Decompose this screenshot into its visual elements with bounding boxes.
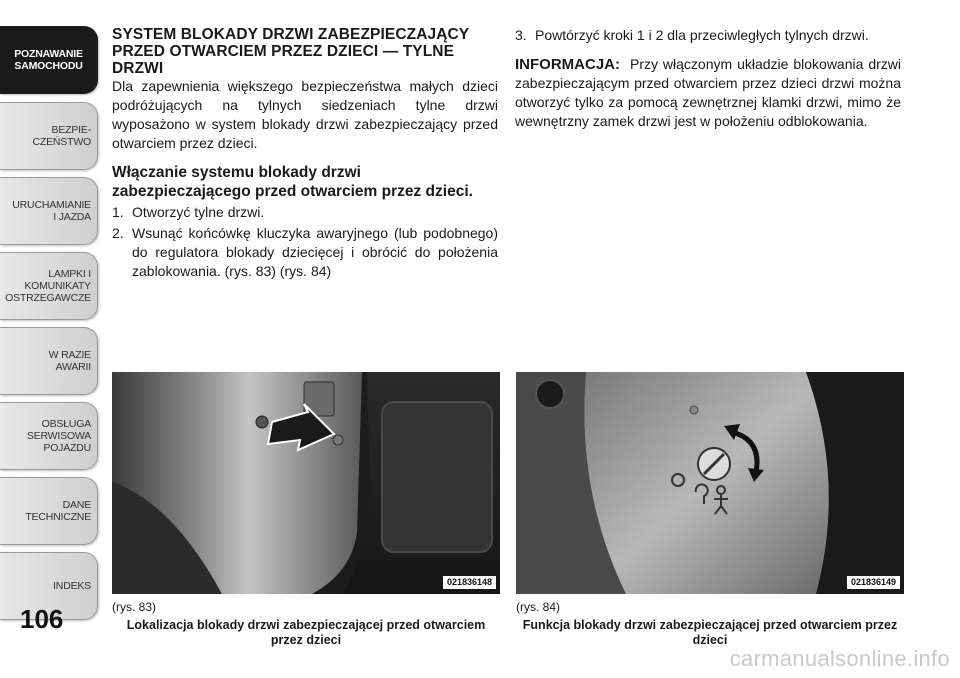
- step-item: [515, 26, 901, 45]
- tab-uruchamianie-i-jazda[interactable]: URUCHAMIANIE I JAZDA: [0, 177, 98, 245]
- step-number: 1.: [112, 204, 124, 220]
- step-text: Wsunąć końcówkę kluczyka awaryjnego (lub podobnego) do regulatora blokady dziecięcej i obrócić do położenia zablokowania. (rys. 83) (rys. 84): [132, 225, 498, 279]
- tab-lampki-komunikaty[interactable]: LAMPKI I KOMUNIKATY OSTRZEGAWCZE: [0, 252, 98, 320]
- info-note: [515, 55, 901, 131]
- info-label: INFORMACJA:: [515, 56, 620, 73]
- child-lock-illustration: [516, 372, 904, 594]
- figure-83-reference: (rys. 83): [112, 600, 157, 614]
- procedure-subheading: Włączanie systemu blokady drzwi zabezpieczającego przed otwarciem przez dzieci.: [112, 164, 473, 200]
- tab-dane-techniczne[interactable]: DANE TECHNICZNE: [0, 477, 98, 545]
- page-number: 106: [20, 604, 64, 634]
- tab-indeks[interactable]: INDEKS: [0, 552, 98, 620]
- tab-poznawanie-samochodu[interactable]: POZNAWANIE SAMOCHODU: [0, 26, 98, 94]
- figure-code: 021836148: [443, 576, 496, 589]
- step-item: [112, 203, 498, 222]
- step-text: Powtórzyć kroki 1 i 2 dla przeciwległych tylnych drzwi.: [535, 27, 869, 43]
- watermark: carmanualsonline.info: [729, 646, 950, 671]
- figure-84-reference: (rys. 84): [516, 600, 561, 614]
- tab-w-razie-awarii[interactable]: W RAZIE AWARII: [0, 327, 98, 395]
- right-text-column: [515, 26, 901, 131]
- figure-83-caption: Lokalizacja blokady drzwi zabezpieczającej przed otwarciem przez dzieci: [126, 618, 486, 647]
- door-pillar-illustration: [112, 372, 500, 594]
- info-text: Przy włączonym układzie blokowania drzwi zabezpieczającym przed otwarciem przez dzieci drzwi można otworzyć tylko za pomocą zewnętrznej klamki drzwi, mimo że wewnętrzny zamek drzwi jest w położeniu odblokowania.: [515, 56, 901, 129]
- step-item: [112, 224, 498, 281]
- left-text-column: [112, 26, 498, 281]
- figure-code: 021836149: [847, 576, 900, 589]
- tab-bezpieczenstwo[interactable]: BEZPIE- CZEŃSTWO: [0, 102, 98, 170]
- intro-paragraph: Dla zapewnienia większego bezpieczeństwa małych dzieci podróżujących na tylnych siedzeniach tylne drzwi wyposażono w system blokady drzwi zabezpieczający przed otwarciem przez dzieci.: [112, 78, 498, 151]
- step-number: 3.: [515, 27, 527, 43]
- step-number: 2.: [112, 225, 124, 241]
- tab-obsluga-serwisowa[interactable]: OBSŁUGA SERWISOWA POJAZDU: [0, 402, 98, 470]
- figure-83-photo: [112, 372, 500, 594]
- step-text: Otworzyć tylne drzwi.: [132, 204, 265, 220]
- figure-84-photo: [516, 372, 904, 594]
- section-heading: SYSTEM BLOKADY DRZWI ZABEZPIECZAJĄCY PRZED OTWARCIEM PRZEZ DZIECI — TYLNE DRZWI: [112, 26, 469, 77]
- figure-84-caption: Funkcja blokady drzwi zabezpieczającej przed otwarciem przez dzieci: [522, 618, 898, 647]
